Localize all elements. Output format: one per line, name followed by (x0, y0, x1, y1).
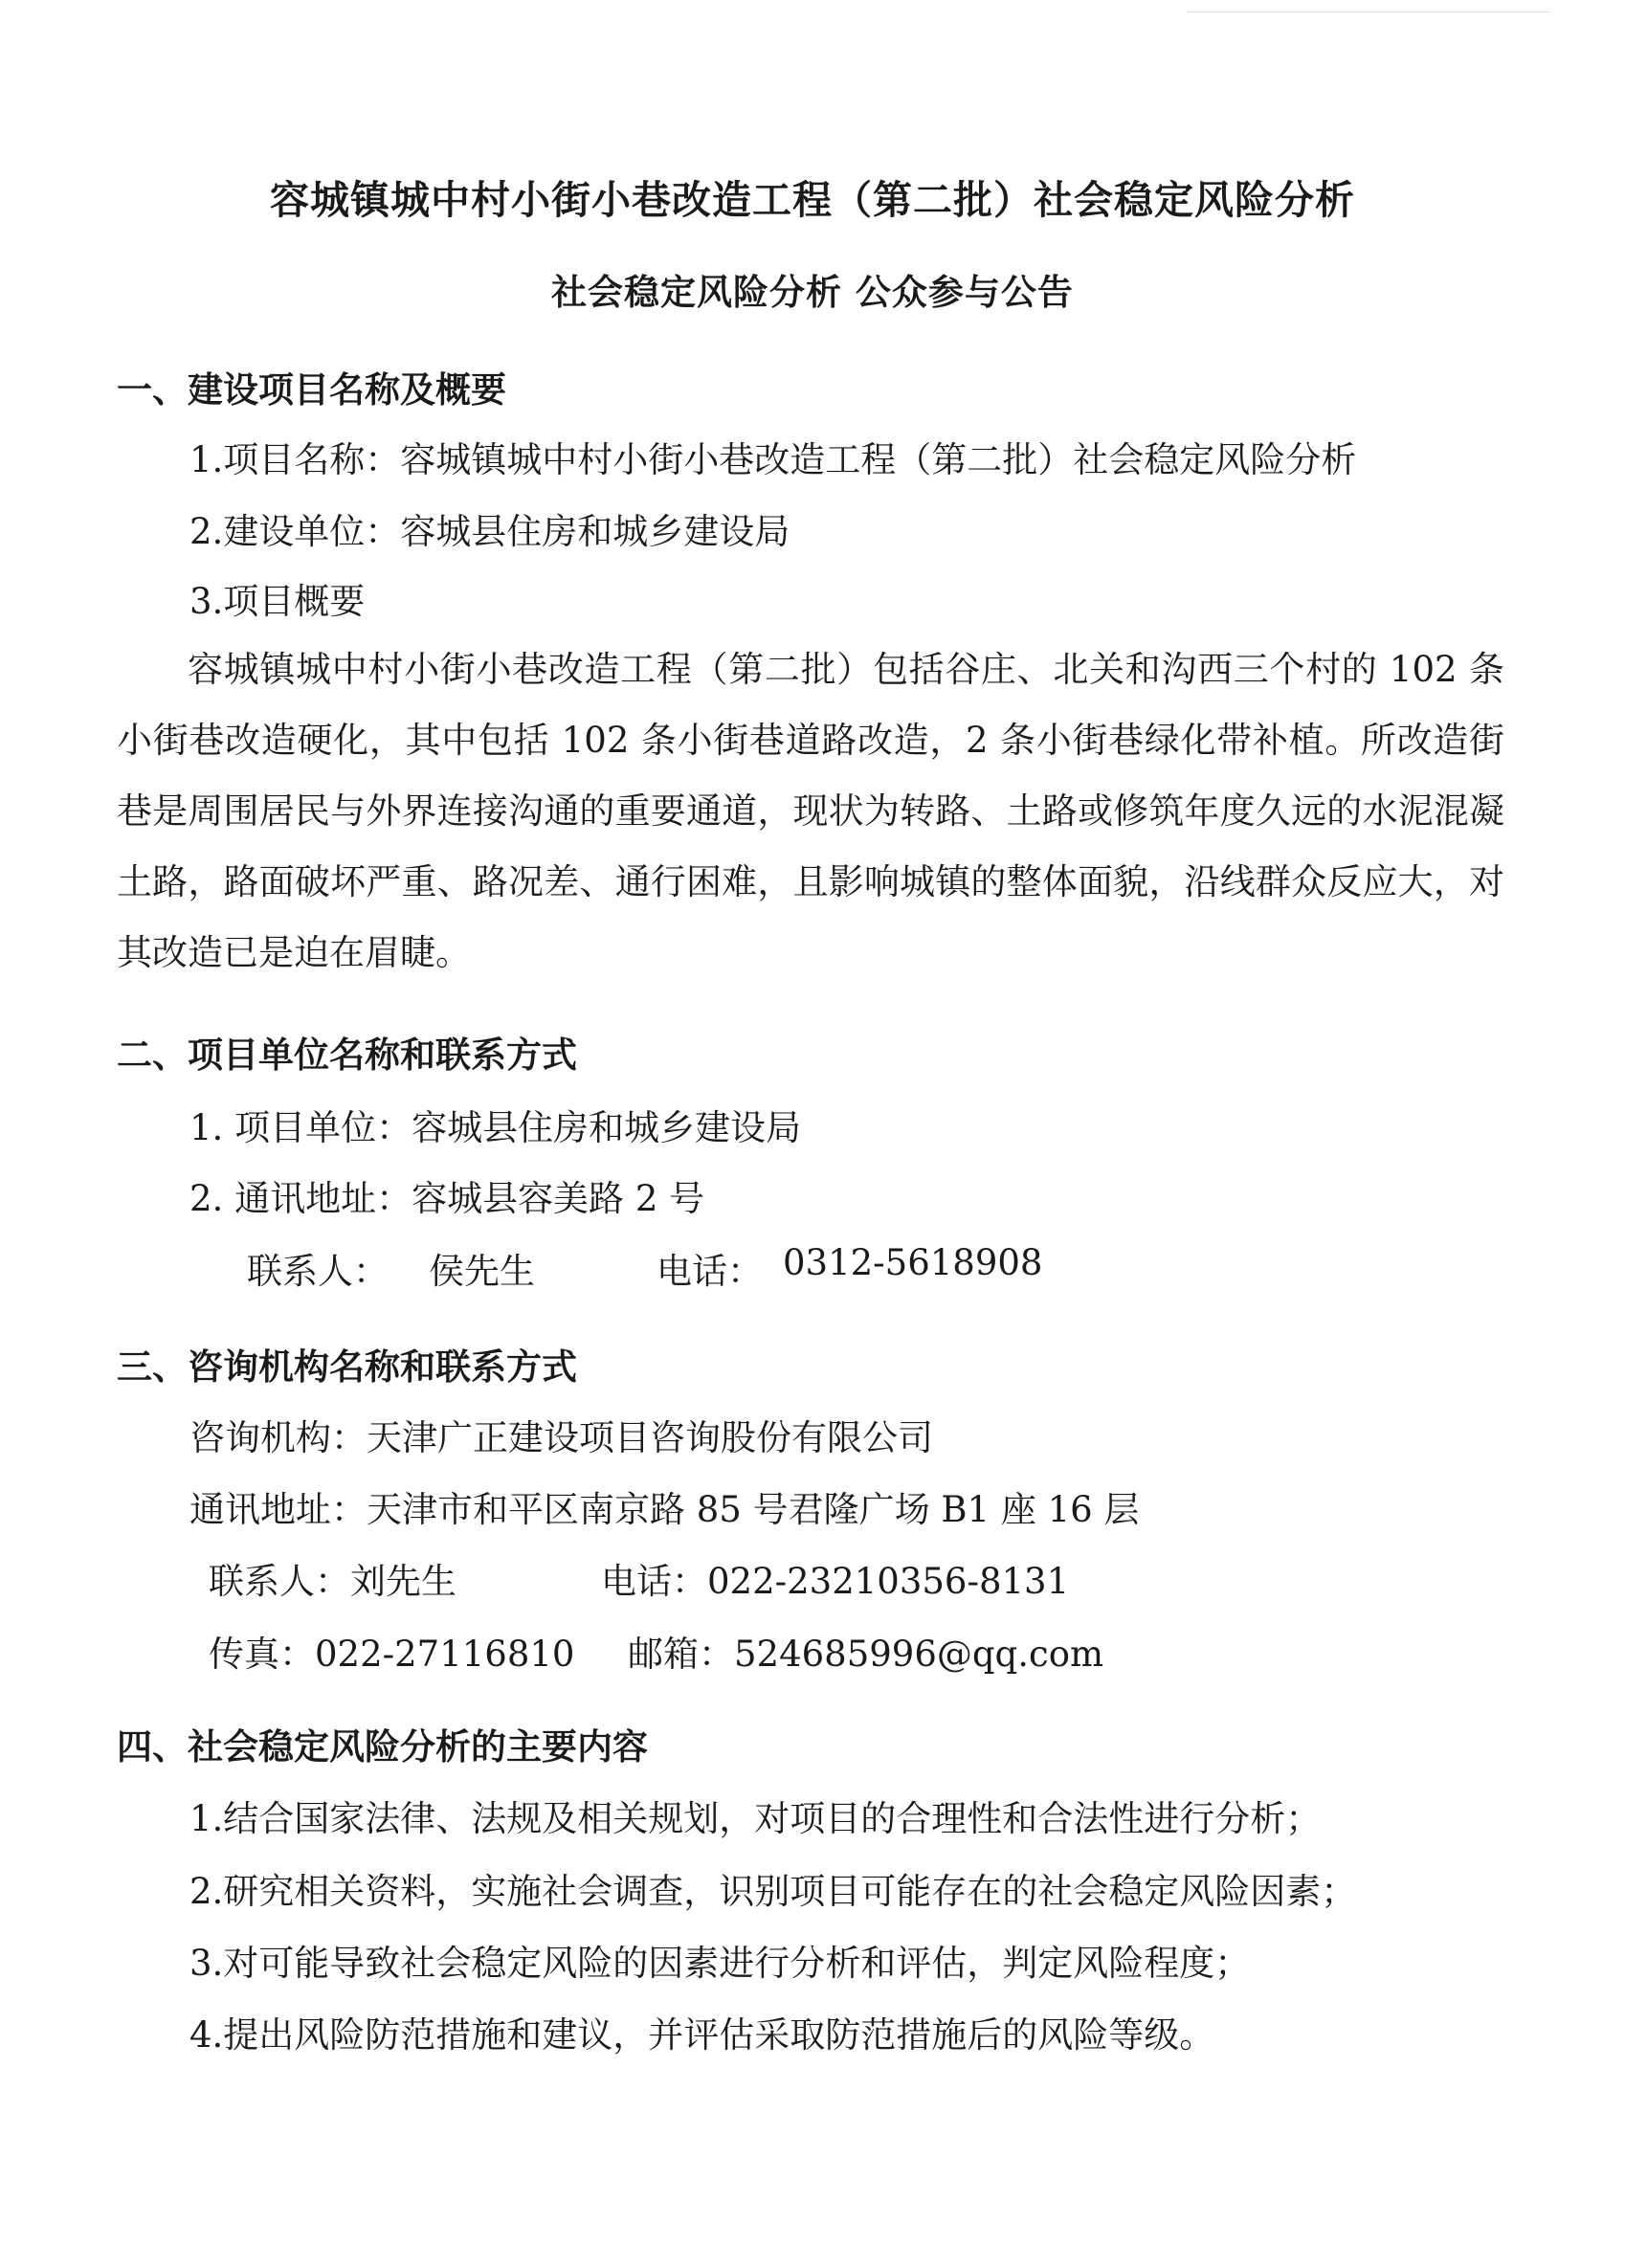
section2-item-address: 2. 通讯地址：容城县容美路 2 号 (189, 1178, 705, 1219)
section2-contact-label: 联系人： (247, 1251, 389, 1292)
scan-artifact-line (1187, 11, 1550, 12)
section1-item-project-name: 1.项目名称：容城镇城中村小街小巷改造工程（第二批）社会稳定风险分析 (189, 439, 1357, 480)
section2-item-unit: 1. 项目单位：容城县住房和城乡建设局 (189, 1107, 802, 1148)
section2-phone-label: 电话： (657, 1251, 763, 1292)
section3-email: 邮箱：524685996@qq.com (628, 1634, 1104, 1675)
section3-agency: 咨询机构：天津广正建设项目咨询股份有限公司 (189, 1417, 933, 1458)
section3-address: 通讯地址：天津市和平区南京路 85 号君隆广场 B1 座 16 层 (189, 1489, 1140, 1530)
section3-contact: 联系人：刘先生 (209, 1561, 456, 1602)
section3-heading: 三、咨询机构名称和联系方式 (117, 1345, 577, 1388)
section3-phone: 电话：022-23210356-8131 (601, 1561, 1070, 1602)
section4-item: 2.研究相关资料，实施社会调查，识别项目可能存在的社会稳定风险因素； (189, 1871, 1357, 1912)
section4-heading: 四、社会稳定风险分析的主要内容 (117, 1725, 648, 1768)
document-title: 容城镇城中村小街小巷改造工程（第二批）社会稳定风险分析 (270, 177, 1355, 223)
section1-summary-paragraph: 容城镇城中村小街小巷改造工程（第二批）包括谷庄、北关和沟西三个村的 102 条小街巷改造硬化，其中包括 102 条小街巷道路改造，2 条小街巷绿化带补植。所改造街巷是周围居民与外界连接沟通的重要通道，现状为转路、土路或修筑年度久远的水泥混凝土路，路面破坏严重、路况差、通行困难，且影响城镇的整体面貌，沿线群众反应大，对其改造已是迫在眉睫。 (117, 649, 1504, 973)
section2-phone: 0312-5618908 (783, 1242, 1043, 1283)
section2-heading: 二、项目单位名称和联系方式 (117, 1034, 577, 1076)
section4-item: 4.提出风险防范措施和建议，并评估采取防范措施后的风险等级。 (189, 2014, 1215, 2056)
section2-contact-name: 侯先生 (429, 1251, 535, 1292)
section3-fax: 传真：022-27116810 (209, 1634, 575, 1675)
section4-item: 1.结合国家法律、法规及相关规划，对项目的合理性和合法性进行分析； (189, 1798, 1322, 1839)
section1-item-builder: 2.建设单位：容城县住房和城乡建设局 (189, 511, 790, 552)
section1-heading: 一、建设项目名称及概要 (117, 368, 506, 411)
document-subtitle: 社会稳定风险分析 公众参与公告 (551, 271, 1074, 313)
section1-item-overview: 3.项目概要 (189, 581, 366, 622)
section4-item: 3.对可能导致社会稳定风险的因素进行分析和评估，判定风险程度； (189, 1943, 1251, 1984)
